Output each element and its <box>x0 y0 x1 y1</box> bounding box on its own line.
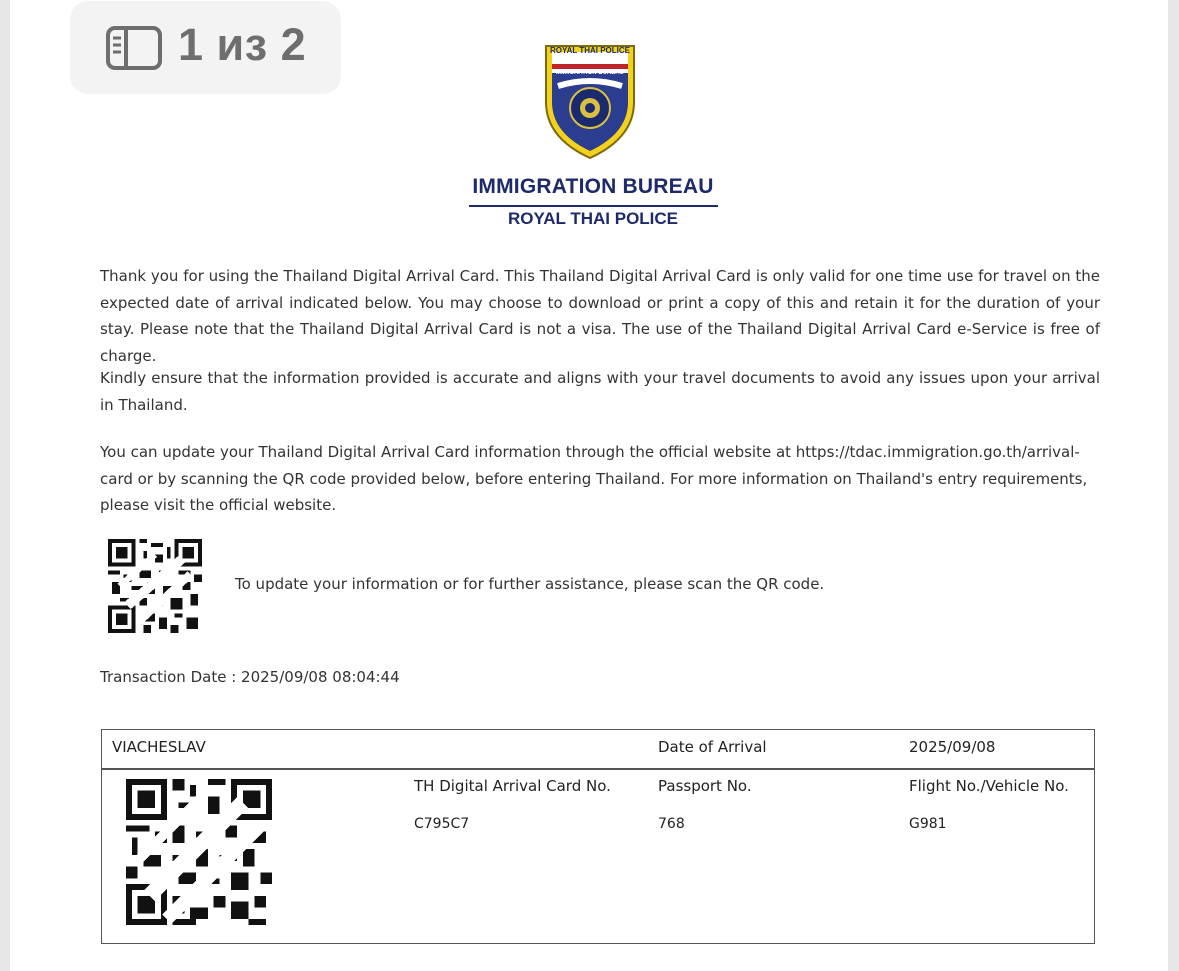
tdac-number-value: C795C7 <box>414 816 470 832</box>
card-divider <box>102 768 1094 770</box>
sidebar-panel-icon[interactable] <box>106 26 162 74</box>
page-counter: 1 из 2 <box>178 19 307 70</box>
seal-text-band: IMMIGRATION BUREAU <box>556 70 624 76</box>
accuracy-paragraph: Kindly ensure that the information provided is accurate and aligns with your travel documents to avoid any issues upon your arrival in Thailand. <box>100 369 1100 414</box>
flight-number-label: Flight No./Vehicle No. <box>909 777 1069 795</box>
date-of-arrival-label: Date of Arrival <box>658 738 767 756</box>
passport-number-value: 768 <box>658 816 685 832</box>
header-divider <box>469 205 718 207</box>
page-indicator[interactable] <box>70 1 341 94</box>
header-subtitle: ROYAL THAI POLICE <box>507 209 679 228</box>
date-of-arrival-value: 2025/09/08 <box>909 738 996 756</box>
traveler-name: VIACHESLAV <box>112 738 258 756</box>
document-page <box>10 0 1168 971</box>
flight-number-value: G981 <box>909 816 947 832</box>
update-paragraph: You can update your Thailand Digital Arrival Card information through the official website at https://tdac.immigration.go.th/arrival-card or by scanning the QR code provided below, before entering Thailand. For more information on Thailand's entry requirements, please visit the official website. <box>100 443 1088 514</box>
header-title: IMMIGRATION BUREAU <box>472 175 714 198</box>
transaction-date-value: 2025/09/08 08:04:44 <box>241 668 400 686</box>
arrival-card-summary <box>101 729 1095 944</box>
arrival-card-qr-code[interactable] <box>126 778 272 930</box>
royal-thai-police-seal-icon <box>538 40 642 166</box>
transaction-date-label: Transaction Date : <box>100 668 237 686</box>
redacted-surname <box>210 743 258 753</box>
passport-number-label: Passport No. <box>658 777 752 795</box>
transaction-date <box>100 668 400 686</box>
intro-paragraph: Thank you for using the Thailand Digital Arrival Card. This Thailand Digital Arrival Card is only valid for one time use for travel on the expected date of arrival indicated below. You may choose to download or print a copy of this and retain it for the duration of your stay. Please note that the Thailand Digital Arrival Card is not a visa. The use of the Thailand Digital Arrival Card e-Service is free of charge. <box>100 267 1100 365</box>
seal-text-top: ROYAL THAI POLICE <box>549 46 630 55</box>
qr-instruction: To update your information or for further assistance, please scan the QR code. <box>235 575 825 593</box>
update-qr-code[interactable] <box>107 539 203 637</box>
tdac-number-label: TH Digital Arrival Card No. <box>414 777 611 795</box>
